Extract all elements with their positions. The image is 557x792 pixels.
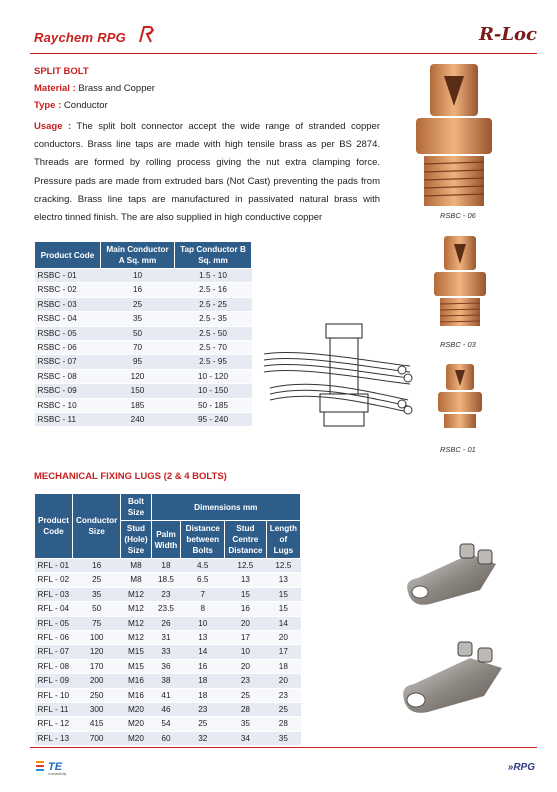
table-cell: 16 (101, 283, 175, 297)
table-cell: M16 (121, 674, 151, 688)
table-cell: 20 (266, 631, 300, 645)
table-cell: 16 (225, 602, 267, 616)
table-cell: RSBC - 11 (35, 413, 101, 427)
table-cell: 18.5 (151, 573, 181, 587)
split-bolt-table (34, 241, 252, 427)
two-bolt-lug-image (400, 540, 510, 612)
table-cell: 70 (101, 341, 175, 355)
table-cell: 50 (101, 326, 175, 340)
table-cell: 13 (181, 631, 225, 645)
table-cell: 300 (72, 703, 120, 717)
table-cell: 75 (72, 616, 120, 630)
col-product-code: Product Code (35, 494, 73, 559)
table-cell: 25 (101, 297, 175, 311)
table-cell: 15 (266, 587, 300, 601)
table-cell: 14 (181, 645, 225, 659)
four-bolt-lug-image (398, 640, 510, 718)
table-cell: 10 (225, 645, 267, 659)
table-cell: RFL - 03 (35, 587, 73, 601)
table-cell: 13 (225, 573, 267, 587)
table-cell: 1.5 - 10 (175, 269, 252, 283)
rpg-footer-logo: »RPG (507, 762, 535, 773)
col-main-conductor: Main Conductor A Sq. mm (101, 242, 175, 269)
table-cell: 120 (72, 645, 120, 659)
table-cell: RFL - 06 (35, 631, 73, 645)
table-cell: 38 (151, 674, 181, 688)
table-cell: 12.5 (225, 559, 267, 573)
col-length-of-lugs: Length of Lugs (266, 521, 300, 559)
table-cell: 6.5 (181, 573, 225, 587)
table-cell: 10 (101, 269, 175, 283)
table-cell: RSBC - 04 (35, 312, 101, 326)
table-cell: M12 (121, 587, 151, 601)
lug-row (35, 688, 301, 702)
table-cell: 25 (181, 717, 225, 731)
table-cell: 240 (101, 413, 175, 427)
table-cell: 18 (266, 659, 300, 673)
table-cell: 25 (72, 573, 120, 587)
table-cell: 28 (225, 703, 267, 717)
table-cell: RFL - 09 (35, 674, 73, 688)
table-cell: 12.5 (266, 559, 300, 573)
table-cell: 20 (225, 659, 267, 673)
table-cell: RSBC - 02 (35, 283, 101, 297)
lugs-title: MECHANICAL FIXING LUGS (2 & 4 BOLTS) (34, 471, 227, 482)
table-cell: 95 - 240 (175, 413, 252, 427)
split-bolt-row (35, 341, 252, 355)
table-cell: M20 (121, 731, 151, 745)
table-cell: RSBC - 09 (35, 384, 101, 398)
table-cell: 16 (72, 559, 120, 573)
col-stud-centre-distance: Stud Centre Distance (225, 521, 267, 559)
table-cell: 34 (225, 731, 267, 745)
table-cell: 54 (151, 717, 181, 731)
col-stud-size: Stud (Hole) Size (121, 521, 151, 559)
table-cell: 10 - 120 (175, 369, 252, 383)
col-distance-between-bolts: Distance between Bolts (181, 521, 225, 559)
col-product-code: Product Code (35, 242, 101, 269)
svg-text:connectivity: connectivity (48, 772, 67, 776)
lug-row (35, 731, 301, 745)
col-dimensions: Dimensions mm (151, 494, 300, 521)
table-cell: M12 (121, 616, 151, 630)
col-tap-conductor: Tap Conductor B Sq. mm (175, 242, 252, 269)
table-cell: RSBC - 07 (35, 355, 101, 369)
type-line: Type : Conductor (34, 100, 108, 111)
rpg-emblem-icon (138, 24, 156, 44)
table-cell: 18 (181, 674, 225, 688)
table-cell: RFL - 11 (35, 703, 73, 717)
table-cell: 23 (151, 587, 181, 601)
split-bolt-row (35, 283, 252, 297)
table-cell: 15 (266, 602, 300, 616)
lug-row (35, 631, 301, 645)
table-cell: M8 (121, 573, 151, 587)
split-bolt-row (35, 297, 252, 311)
table-cell: 31 (151, 631, 181, 645)
lug-row (35, 659, 301, 673)
table-cell: 20 (266, 674, 300, 688)
table-cell: 35 (225, 717, 267, 731)
table-cell: 23 (266, 688, 300, 702)
table-cell: 46 (151, 703, 181, 717)
table-cell: 60 (151, 731, 181, 745)
table-cell: 7 (181, 587, 225, 601)
table-cell: 2.5 - 70 (175, 341, 252, 355)
split-bolt-row (35, 355, 252, 369)
table-cell: 50 (72, 602, 120, 616)
table-cell: 2.5 - 35 (175, 312, 252, 326)
te-logo-icon (34, 758, 74, 776)
material-line: Material : Brass and Copper (34, 83, 155, 94)
svg-text:TE: TE (48, 761, 63, 773)
table-cell: 10 (181, 616, 225, 630)
split-bolt-row (35, 269, 252, 283)
table-cell: 33 (151, 645, 181, 659)
table-cell: 35 (266, 731, 300, 745)
split-bolt-title: SPLIT BOLT (34, 66, 89, 77)
split-bolt-large-image (408, 62, 500, 207)
table-cell: RFL - 13 (35, 731, 73, 745)
lug-row (35, 587, 301, 601)
split-bolt-row (35, 413, 252, 427)
table-cell: M20 (121, 703, 151, 717)
table-cell: 2.5 - 50 (175, 326, 252, 340)
table-cell: 23 (181, 703, 225, 717)
table-cell: RFL - 04 (35, 602, 73, 616)
lug-row (35, 602, 301, 616)
lug-row (35, 645, 301, 659)
table-cell: 170 (72, 659, 120, 673)
table-cell: RSBC - 08 (35, 369, 101, 383)
caption-rsbc-01: RSBC - 01 (440, 445, 476, 454)
lug-row (35, 703, 301, 717)
table-cell: 185 (101, 398, 175, 412)
table-cell: 36 (151, 659, 181, 673)
table-cell: 415 (72, 717, 120, 731)
table-cell: RFL - 07 (35, 645, 73, 659)
table-cell: 16 (181, 659, 225, 673)
table-cell: 28 (266, 717, 300, 731)
table-cell: 100 (72, 631, 120, 645)
table-cell: 25 (225, 688, 267, 702)
table-cell: 50 - 185 (175, 398, 252, 412)
table-cell: 2.5 - 95 (175, 355, 252, 369)
table-cell: 2.5 - 25 (175, 297, 252, 311)
col-conductor-size: Conductor Size (72, 494, 120, 559)
te-connectivity-logo (34, 758, 74, 781)
table-cell: 17 (266, 645, 300, 659)
table-cell: 18 (181, 688, 225, 702)
table-cell: 150 (101, 384, 175, 398)
table-cell: 32 (181, 731, 225, 745)
table-cell: RFL - 01 (35, 559, 73, 573)
table-cell: 95 (101, 355, 175, 369)
lug-row (35, 573, 301, 587)
split-bolt-row (35, 369, 252, 383)
table-cell: RFL - 12 (35, 717, 73, 731)
table-cell: 25 (266, 703, 300, 717)
table-cell: RSBC - 03 (35, 297, 101, 311)
r-loc-logo: R-Loc (478, 24, 537, 45)
table-cell: 700 (72, 731, 120, 745)
col-palm-width: Palm Width (151, 521, 181, 559)
split-bolt-row (35, 384, 252, 398)
split-bolt-assembly-drawing (262, 318, 414, 428)
split-bolt-row (35, 312, 252, 326)
split-bolt-row (35, 326, 252, 340)
table-cell: 250 (72, 688, 120, 702)
table-cell: M12 (121, 602, 151, 616)
caption-rsbc-06: RSBC - 06 (440, 211, 476, 220)
lug-row (35, 559, 301, 573)
table-cell: 23 (225, 674, 267, 688)
table-cell: 2.5 - 16 (175, 283, 252, 297)
table-cell: RFL - 08 (35, 659, 73, 673)
table-cell: 35 (72, 587, 120, 601)
table-cell: 120 (101, 369, 175, 383)
usage-paragraph: Usage : The split bolt connector accept the wide range of stranded copper conductors. Brass line taps are made with high tensile brass as per BS 2874. Threads are formed by rolling process giving the nut extra clamping force. Pressure pads are made from extruded bars (Not Cast) preventing the pads from cracking. Brass line taps are manufactured in passivated natural brass with electro tinned finish. The are also supplied in high conductive copper (34, 121, 380, 224)
table-cell: M15 (121, 659, 151, 673)
table-cell: RFL - 05 (35, 616, 73, 630)
table-cell: 4.5 (181, 559, 225, 573)
table-cell: RSBC - 06 (35, 341, 101, 355)
header-divider (30, 53, 537, 54)
table-cell: 14 (266, 616, 300, 630)
table-cell: RFL - 10 (35, 688, 73, 702)
lugs-table (34, 493, 301, 746)
table-cell: M16 (121, 688, 151, 702)
col-bolt-size: Bolt Size (121, 494, 151, 521)
lug-row (35, 717, 301, 731)
table-cell: M20 (121, 717, 151, 731)
table-cell: RFL - 02 (35, 573, 73, 587)
table-cell: M8 (121, 559, 151, 573)
table-cell: RSBC - 01 (35, 269, 101, 283)
table-cell: 17 (225, 631, 267, 645)
split-bolt-row (35, 398, 252, 412)
table-cell: 20 (225, 616, 267, 630)
table-cell: RSBC - 05 (35, 326, 101, 340)
table-cell: M12 (121, 631, 151, 645)
footer-divider (30, 747, 537, 748)
table-cell: 26 (151, 616, 181, 630)
table-cell: M15 (121, 645, 151, 659)
table-cell: 15 (225, 587, 267, 601)
raychem-rpg-logo: Raychem RPG (34, 30, 126, 45)
table-cell: 18 (151, 559, 181, 573)
table-cell: 35 (101, 312, 175, 326)
split-bolt-medium-image (430, 234, 490, 328)
table-cell: 200 (72, 674, 120, 688)
table-cell: 8 (181, 602, 225, 616)
table-cell: 13 (266, 573, 300, 587)
split-bolt-small-image (434, 362, 486, 430)
table-cell: 23.5 (151, 602, 181, 616)
lug-row (35, 616, 301, 630)
table-cell: RSBC - 10 (35, 398, 101, 412)
caption-rsbc-03: RSBC - 03 (440, 340, 476, 349)
table-cell: 10 - 150 (175, 384, 252, 398)
lug-row (35, 674, 301, 688)
table-cell: 41 (151, 688, 181, 702)
